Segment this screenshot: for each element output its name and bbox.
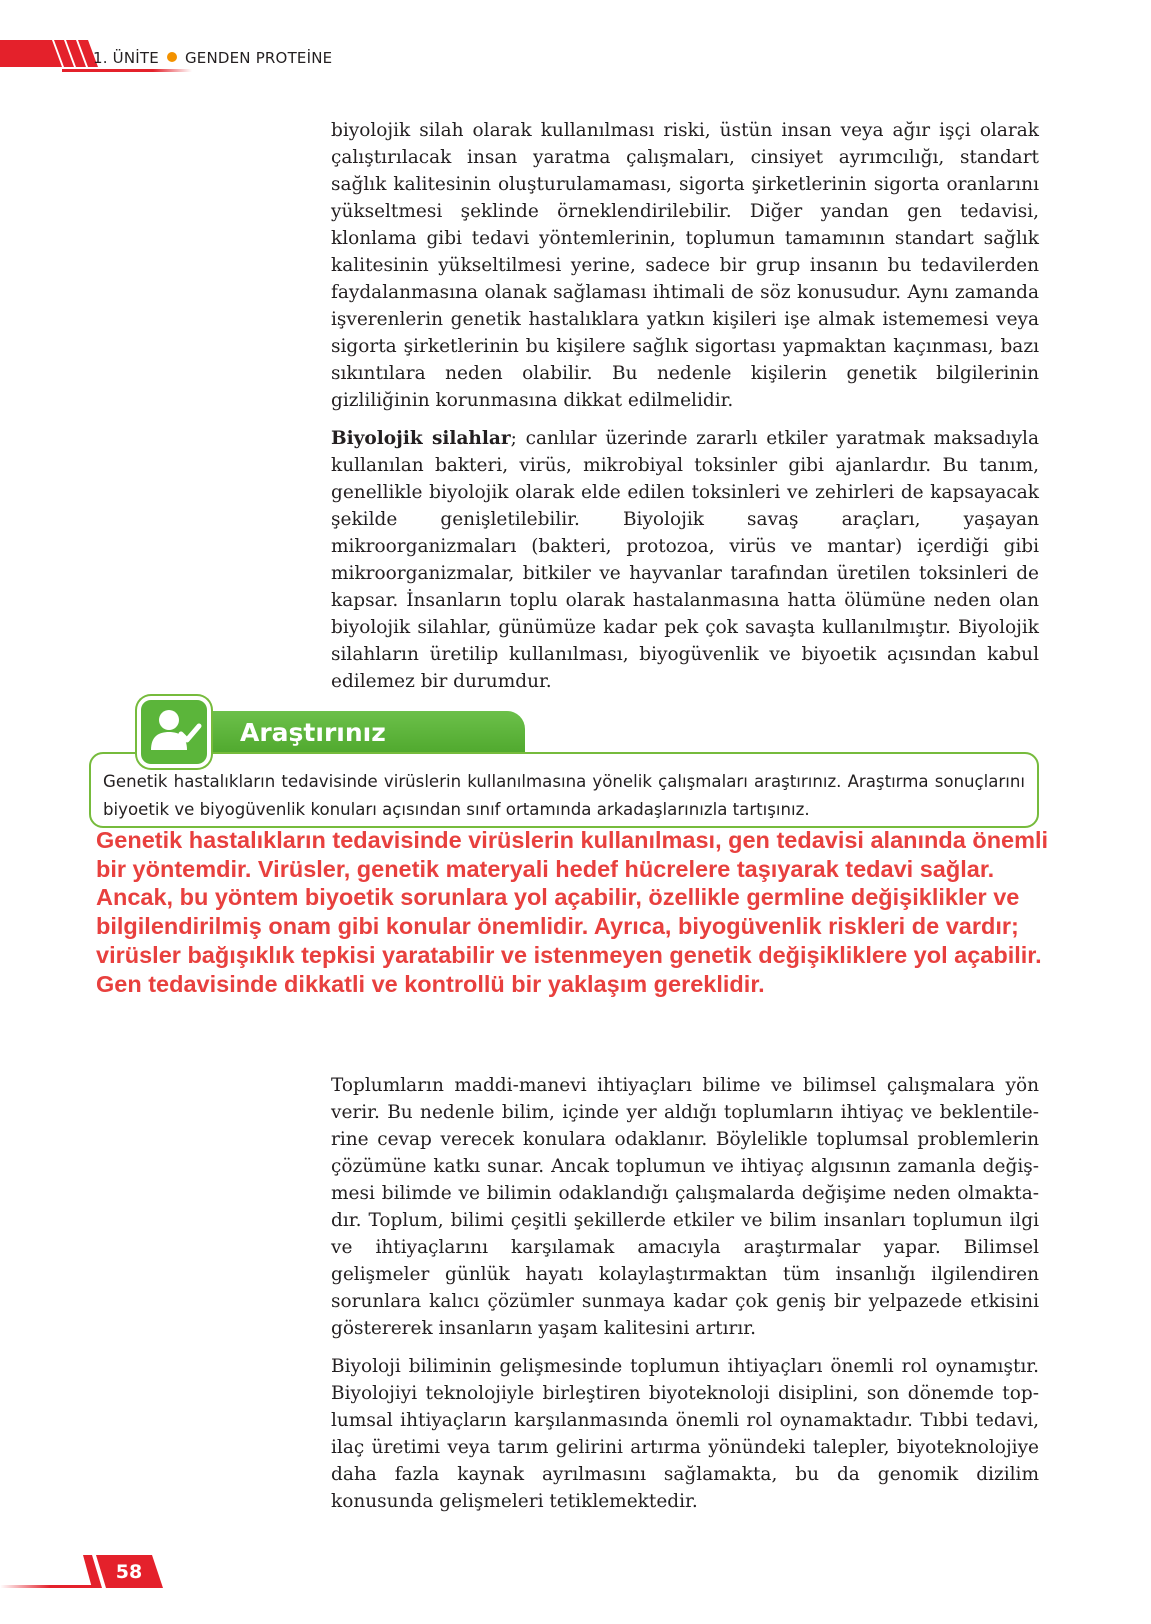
- footer-decoration: [0, 1555, 200, 1605]
- page-number: 58: [115, 1561, 143, 1583]
- paragraph-biotechnology: Biyoloji biliminin gelişmesinde toplumun ihtiyaçları önemli rol oynamıştır. Biyolojiyi teknolojiyle birleştiren biyoteknoloji disiplini, son dönemde toplumsal ihtiyaçların karşılanmasında önemli rol oynamaktadır. Tıbbi tedavi, ilaç üretimi veya tarım gelirini artırma yönündeki talepler, biyoteknolojiye daha fazla kaynak ayrılmasını sağlamakta, bu da genomik dizilim konusunda gelişmeleri tetiklemektedir.: [331, 1356, 1039, 1512]
- text-column-top: [331, 117, 1039, 706]
- term-biological-weapons: Biyolojik silahlar: [331, 428, 511, 449]
- answer-text: Genetik hastalıkların tedavisinde virüslerin kullanılması, gen tedavisi alanında önemli bir yöntemdir. Virüsler, genetik materyali hedef hücrelere taşıyarak tedavi sağlar. Ancak, bu yöntem biyoetik sorunlara yol açabilir, özellikle germline değişiklikler ve bilgilendirilmiş onam gibi konular önemlidir. Ayrıca, biyogüvenlik riskleri de vardır; virüsler bağışıklık tepkisi yaratabilir ve istenmeyen genetik değişikliklere yol açabilir. Gen tedavisinde dikkatli ve kontrollü bir yaklaşım gereklidir.: [96, 827, 1049, 997]
- orange-dot-icon: [167, 52, 177, 62]
- paragraph-genetic-risks: biyolojik silah olarak kullanılması riski, üstün insan veya ağır işçi olarak çalıştırılacak insan yaratma çalışmaları, cinsiyet ayrımcılığı, standart sağlık kalitesinin oluşturulamaması, sigorta şirketlerinin sigorta oranlarını yükseltmesi şeklinde örneklendirilebilir. Diğer yandan gen tedavisi, klonlama gibi tedavi yöntemlerinin, toplumun tamamının standart sağlık kalitesinin yükseltilmesi yerine, sadece bir grup insanın bu tedavilerden faydalanmasına olanak sağlaması ihtimali de söz konusudur. Aynı zamanda işverenlerin genetik hastalıklara yatkın kişileri işe almak istememesi veya sigorta şirketlerinin bu kişilere sağlık sigortası yapmaktan kaçınması, bazı sıkıntılara neden olabilir. Bu nedenle kişilerin genetik bilgilerinin gizliliğinin korunmasına dikkat edilmelidir.: [331, 120, 1039, 411]
- unit-label: 1. ÜNİTE: [93, 49, 159, 67]
- text-column-bottom: [331, 1072, 1039, 1526]
- person-check-icon: [137, 696, 211, 768]
- unit-breadcrumb: [93, 49, 332, 67]
- research-prompt: Genetik hastalıkların tedavisinde virüslerin kullanılmasına yönelik çalışmaları araştırınız. Araştırma sonuçlarını biyoetik ve biyogüvenlik konuları açısından sınıf ortamında arkadaşlarınızla tartışınız.: [103, 772, 1025, 819]
- paragraph-society-science: Toplumların maddi-manevi ihtiyaçları bilime ve bilimsel çalışmalara yön verir. Bu nedenle bilim, içinde yer aldığı toplumların ihtiyaç ve beklentilerine cevap verecek konulara odaklanır. Böylelikle toplumsal problemlerin çözümüne katkı sunar. Ancak toplumun ve ihtiyaç algısının zamanla değişmesi bilimde ve bilimin odaklandığı çalışmalarda değişime neden olmaktadır. Toplum, bilimi çeşitli şekillerde etkiler ve bilim insanları toplumun ilgi ve ihtiyaçlarını karşılamak amacıyla araştırmalar yapar. Bilimsel gelişmeler günlük hayatı kolaylaştırmaktan tüm insanlığı ilgilendiren sorunlara kalıcı çözümler sunmaya kadar çok geniş bir yelpazede etkisini göstererek insanların yaşam kalitesini artırır.: [331, 1075, 1039, 1339]
- research-title: Araştırınız: [240, 718, 386, 747]
- definition-biological-weapons: ; canlılar üzerinde zararlı etkiler yaratmak maksadıyla kullanılan bakteri, virüs, mikrobiyal toksinler gibi ajanlardır. Bu tanım, genellikle biyolojik olarak elde edilen toksinleri ve zehirleri de kapsayacak şekilde genişletilebilir. Biyolojik savaş araçları, yaşayan mikroorganizmaları (bakteri, protozoa, virüs ve mantar) içerdiği gibi mikroorganizmalar, bitkiler ve hayvanlar tarafından üretilen toksinleri de kapsar. İnsanların toplu olarak hastalanmasına hatta ölümüne neden olan biyolojik silahlar, günümüze kadar pek çok savaşta kullanılmıştır. Biyolojik silahların üretilip kullanılması, biyogüvenlik ve biyoetik açısından kabul edilemez bir durumdur.: [331, 428, 1039, 692]
- page-footer: [0, 1555, 200, 1605]
- paragraph-biological-weapons: [331, 425, 1039, 695]
- chapter-label: GENDEN PROTEİNE: [184, 49, 333, 67]
- research-box: [89, 752, 1039, 828]
